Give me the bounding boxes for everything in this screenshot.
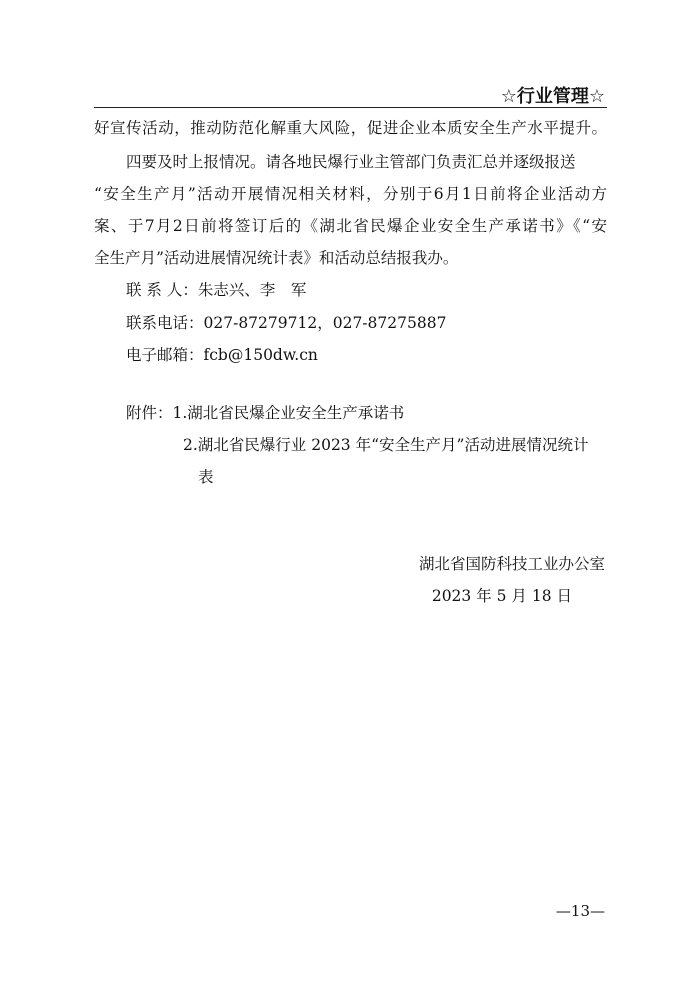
contact-email: 电子邮箱：fcb@150dw.cn [126,346,318,364]
body-line-2: 四要及时上报情况。请各地民爆行业主管部门负责汇总并逐级报送 [126,153,576,171]
attachment-item-2: 2.湖北省民爆行业 2023 年“安全生产月”活动进展情况统计 [183,436,589,454]
page-header-title: ☆行业管理☆ [500,86,605,107]
header-rule [94,107,607,108]
attachment-item-1: 附件：1.湖北省民爆企业安全生产承诺书 [126,404,405,422]
contact-person: 联 系 人：朱志兴、李 军 [126,281,307,299]
body-line-1: 好宣传活动，推动防范化解重大风险，促进企业本质安全生产水平提升。 [94,119,607,137]
attachment-item-2-cont: 表 [198,468,214,486]
page-number: —13— [555,902,605,920]
signature-org: 湖北省国防科技工业办公室 [418,555,605,573]
body-line-5: 全生产月”活动进展情况统计表》和活动总结报我办。 [94,249,459,267]
signature-date: 2023 年 5 月 18 日 [431,587,572,605]
body-line-4: 案、于7月2日前将签订后的《湖北省民爆企业安全生产承诺书》《“安 [94,217,607,235]
body-line-3: “安全生产月”活动开展情况相关材料，分别于6月1日前将企业活动方 [94,185,607,203]
contact-phone: 联系电话：027-87279712，027-87275887 [126,314,447,332]
